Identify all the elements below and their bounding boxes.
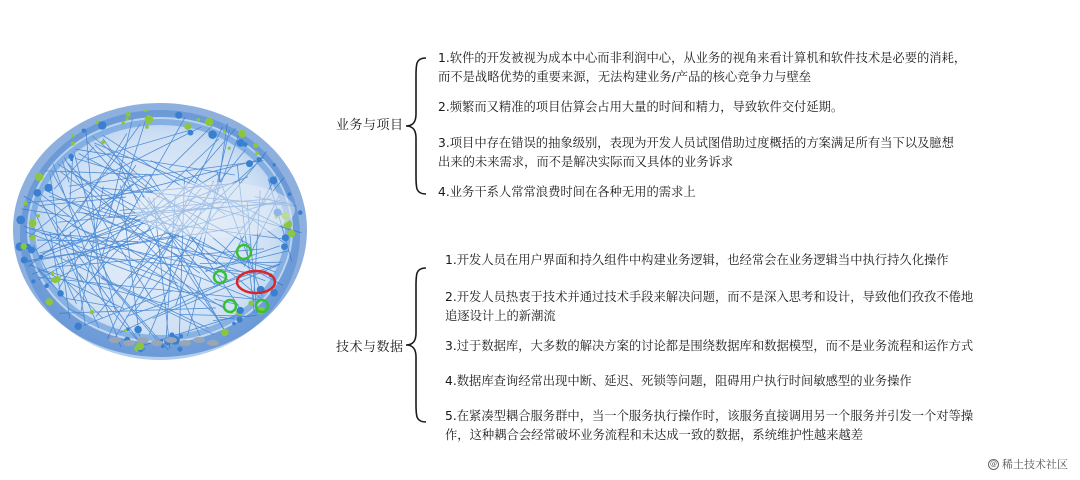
group-label-tech-data: 技术与数据: [336, 340, 404, 355]
group-item: [438, 183, 696, 202]
graph-node: [223, 130, 226, 133]
left-brace-icon: [404, 266, 430, 424]
item-line: 2.开发人员热衷于技术并通过技术手段来解决问题，而不是深入思考和设计，导致他们孜孜不倦地: [445, 290, 974, 304]
graph-node: [237, 307, 244, 314]
graph-node: [137, 337, 149, 343]
graph-node: [253, 143, 258, 148]
graph-node: [134, 326, 142, 334]
graph-node: [54, 276, 60, 282]
graph-node: [197, 118, 201, 122]
graph-node: [123, 340, 135, 346]
item-line: 4.数据库查询经常出现中断、延迟、死锁等问题，阻碍用户执行时间敏感型的业务操作: [445, 374, 912, 388]
item-line: 5.在紧凑型耦合服务群中，当一个服务执行操作时，该服务直接调用另一个服务并引发一个对等操: [445, 409, 974, 423]
group-item: [445, 407, 973, 445]
graph-node: [51, 272, 55, 276]
graph-node: [165, 337, 177, 343]
graph-node: [207, 340, 219, 346]
graph-node: [125, 117, 128, 120]
graph-node: [39, 255, 43, 259]
graph-node: [29, 219, 37, 227]
graph-node: [23, 201, 28, 206]
graph-node: [208, 130, 217, 139]
graph-node: [145, 125, 149, 129]
group-label-business: 业务与项目: [336, 118, 404, 133]
item-line: 4.业务干系人常常浪费时间在各种无用的需求上: [438, 185, 696, 199]
graph-node: [90, 310, 95, 315]
graph-node: [188, 130, 194, 136]
graph-node: [36, 214, 40, 218]
item-line: 出来的未来需求，而不是解决实际而又具体的业务诉求: [438, 155, 734, 169]
item-line: 1.软件的开发被视为成本中心而非利润中心，从业务的视角来看计算机和软件技术是必要的消耗，: [438, 51, 967, 65]
graph-node: [124, 329, 127, 332]
graph-node: [35, 173, 43, 181]
graph-node: [74, 323, 81, 330]
watermark: [988, 456, 1068, 472]
graph-node: [184, 123, 191, 130]
left-brace-icon: [404, 56, 430, 196]
graph-node: [298, 210, 303, 215]
graph-node: [228, 147, 231, 150]
graph-node: [205, 118, 214, 127]
graph-node: [126, 112, 131, 117]
graph-node: [151, 340, 163, 346]
graph-node: [109, 337, 121, 343]
graph-node: [232, 322, 236, 326]
graph-node: [57, 290, 64, 297]
graph-node: [221, 329, 229, 337]
watermark-text: 稀土技术社区: [1002, 458, 1068, 471]
graph-node: [175, 112, 182, 119]
graph-node: [248, 300, 254, 306]
graph-node: [256, 157, 261, 162]
graph-node: [238, 130, 246, 138]
graph-node: [136, 342, 144, 350]
group-item: [445, 372, 912, 391]
graph-node: [281, 243, 287, 249]
item-line: 而不是战略优势的重要来源，无法构建业务/产品的核心竞争力与壁垒: [438, 70, 812, 84]
group-item: [438, 134, 954, 172]
graph-node: [71, 134, 75, 138]
item-line: 1.开发人员在用户界面和持久组件中构建业务逻辑，也经常会在业务逻辑当中执行持久化操作: [445, 253, 949, 267]
graph-node: [45, 184, 53, 192]
group-item: [445, 288, 973, 326]
graph-node: [145, 115, 154, 124]
item-line: 作，这种耦合会经常破坏业务流程和未达成一致的数据，系统维护性越来越差: [445, 428, 864, 442]
graph-node: [30, 235, 36, 241]
group-item: [445, 251, 949, 270]
dependency-graph-image: [10, 100, 320, 370]
graph-node: [98, 121, 106, 129]
graph-node: [270, 289, 277, 296]
graph-node: [246, 160, 253, 167]
graph-node: [177, 347, 182, 352]
item-line: 3.过于数据库，大多数的解决方案的讨论都是围绕数据库和数据模型，而不是业务流程和运作方式: [445, 339, 974, 353]
graph-node: [179, 334, 183, 338]
item-line: 3.项目中存在错误的抽象级别，表现为开发人员试图借助过度概括的方案满足所有当下以及臆想: [438, 136, 954, 150]
graph-node: [31, 279, 35, 283]
graph-node: [101, 140, 105, 144]
graph-node: [288, 192, 292, 196]
item-line: 追逐设计上的新潮流: [445, 309, 556, 323]
graph-node: [144, 109, 147, 112]
graph-node: [16, 216, 25, 225]
graph-node: [237, 317, 243, 323]
item-line: 2.频繁而又精准的项目估算会占用大量的时间和精力，导致软件交付延期。: [438, 100, 844, 114]
graph-node: [121, 121, 125, 125]
group-item: [438, 98, 843, 117]
at-sign-icon: @: [990, 459, 997, 468]
graph-node: [179, 340, 191, 346]
graph-node: [70, 158, 73, 161]
graph-node: [272, 163, 275, 166]
graph-node: [46, 298, 53, 305]
group-item: [438, 49, 966, 87]
graph-node: [193, 337, 205, 343]
graph-node: [282, 234, 289, 241]
graph-node: [21, 257, 28, 264]
graph-node: [269, 176, 277, 184]
graph-node: [44, 284, 48, 288]
graph-node: [237, 139, 245, 147]
graph-node: [255, 151, 259, 155]
graph-node: [82, 128, 86, 132]
graph-node: [34, 189, 42, 197]
graph-node: [71, 141, 75, 145]
group-item: [445, 337, 973, 356]
graph-node: [288, 230, 296, 238]
graph-node: [20, 243, 26, 249]
